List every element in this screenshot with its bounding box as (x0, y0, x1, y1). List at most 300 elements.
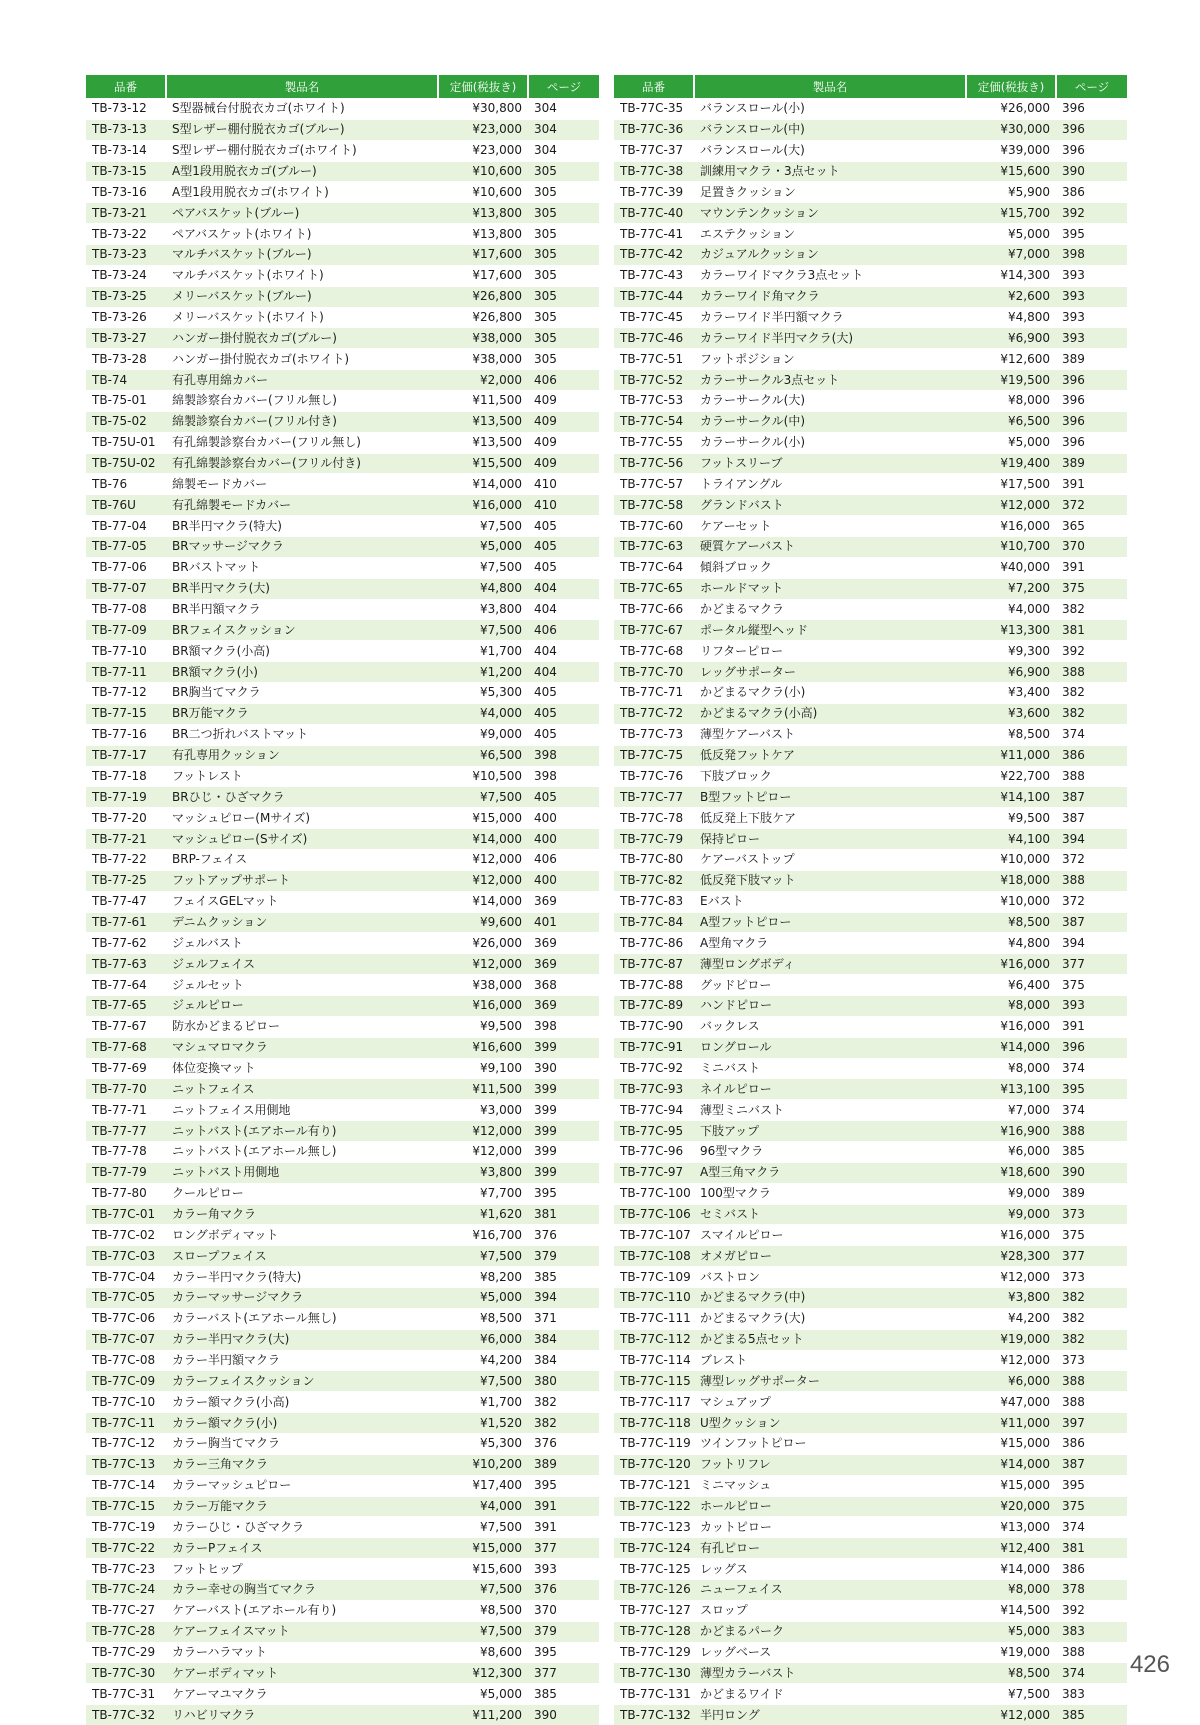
product-name: ツインフットピロー (694, 1434, 966, 1455)
price: ¥4,000 (966, 599, 1056, 620)
product-name: レッグベース (694, 1642, 966, 1663)
product-name: マシュアップ (694, 1392, 966, 1413)
product-code: TB-77C-76 (614, 766, 694, 787)
table-row (86, 703, 599, 724)
table-header-row (86, 75, 599, 99)
product-name: カラー半円額マクラ (166, 1350, 438, 1371)
product-name: ケアーセット (694, 516, 966, 537)
table-row (614, 933, 1127, 954)
page-ref: 389 (1056, 453, 1127, 474)
page-ref: 388 (1056, 662, 1127, 683)
page-ref: 404 (528, 662, 599, 683)
page-ref: 386 (1056, 182, 1127, 203)
table-row (86, 1496, 599, 1517)
page-ref: 305 (528, 265, 599, 286)
product-name: マシュマロマクラ (166, 1037, 438, 1058)
product-name: カラーワイド角マクラ (694, 286, 966, 307)
table-row (614, 808, 1127, 829)
header-name: 製品名 (694, 75, 966, 99)
price: ¥7,000 (966, 245, 1056, 266)
page-ref: 378 (1056, 1580, 1127, 1601)
page-ref: 410 (528, 474, 599, 495)
table-row (614, 161, 1127, 182)
price-table-left (86, 75, 599, 1725)
table-row (614, 787, 1127, 808)
page-ref: 405 (528, 557, 599, 578)
price: ¥7,700 (438, 1183, 528, 1204)
table-row (614, 1121, 1127, 1142)
page-ref: 387 (1056, 912, 1127, 933)
page-ref: 388 (1056, 870, 1127, 891)
price: ¥9,000 (966, 1183, 1056, 1204)
table-row (614, 599, 1127, 620)
page-ref: 393 (528, 1559, 599, 1580)
table-row (614, 1058, 1127, 1079)
product-code: TB-77C-22 (86, 1538, 166, 1559)
price: ¥6,500 (966, 411, 1056, 432)
page-ref: 393 (1056, 286, 1127, 307)
price: ¥8,200 (438, 1267, 528, 1288)
product-code: TB-73-12 (86, 99, 166, 120)
product-code: TB-77C-04 (86, 1267, 166, 1288)
table-row (614, 954, 1127, 975)
product-code: TB-75U-01 (86, 432, 166, 453)
page-ref: 304 (528, 140, 599, 161)
product-name: 保持ピロー (694, 829, 966, 850)
product-code: TB-77C-01 (86, 1204, 166, 1225)
product-name: 半円ロング (694, 1705, 966, 1725)
product-name: BR額マクラ(小高) (166, 641, 438, 662)
price: ¥5,000 (966, 432, 1056, 453)
header-page: ページ (1056, 75, 1127, 99)
product-name: バランスロール(大) (694, 140, 966, 161)
price: ¥47,000 (966, 1392, 1056, 1413)
table-row (86, 1204, 599, 1225)
page-ref: 381 (1056, 1538, 1127, 1559)
price: ¥5,000 (438, 1684, 528, 1705)
price: ¥13,500 (438, 411, 528, 432)
product-code: TB-77C-124 (614, 1538, 694, 1559)
product-name: マッシュピロー(Mサイズ) (166, 808, 438, 829)
table-row (86, 1434, 599, 1455)
product-code: TB-77C-40 (614, 203, 694, 224)
page-ref: 385 (1056, 1705, 1127, 1725)
product-code: TB-77C-27 (86, 1600, 166, 1621)
product-name: メリーバスケット(ホワイト) (166, 307, 438, 328)
page-ref: 398 (1056, 245, 1127, 266)
product-name: カラーサークル(小) (694, 432, 966, 453)
product-name: クールピロー (166, 1183, 438, 1204)
table-row (614, 1287, 1127, 1308)
product-code: TB-77-79 (86, 1162, 166, 1183)
page-ref: 399 (528, 1079, 599, 1100)
table-row (614, 286, 1127, 307)
table-row (86, 1600, 599, 1621)
page-ref: 389 (528, 1454, 599, 1475)
table-row (86, 870, 599, 891)
price: ¥13,800 (438, 203, 528, 224)
product-name: 薄型ケアーバスト (694, 724, 966, 745)
price: ¥14,000 (438, 891, 528, 912)
page-ref: 374 (1056, 1058, 1127, 1079)
price: ¥13,300 (966, 620, 1056, 641)
price: ¥3,000 (438, 1100, 528, 1121)
product-name: カラー半円マクラ(特大) (166, 1267, 438, 1288)
product-code: TB-77C-02 (86, 1225, 166, 1246)
table-row (614, 349, 1127, 370)
price: ¥4,000 (438, 703, 528, 724)
product-code: TB-77C-51 (614, 349, 694, 370)
product-code: TB-77C-77 (614, 787, 694, 808)
price: ¥18,000 (966, 870, 1056, 891)
price: ¥23,000 (438, 119, 528, 140)
page-ref: 386 (1056, 745, 1127, 766)
product-code: TB-77C-64 (614, 557, 694, 578)
product-code: TB-77-08 (86, 599, 166, 620)
product-name: カラーサークル3点セット (694, 370, 966, 391)
product-name: 有孔綿製診察台カバー(フリル無し) (166, 432, 438, 453)
table-row (614, 1392, 1127, 1413)
page-ref: 393 (1056, 307, 1127, 328)
product-code: TB-77C-89 (614, 995, 694, 1016)
product-code: TB-77-47 (86, 891, 166, 912)
page-ref: 409 (528, 411, 599, 432)
product-name: ニットフェイス用側地 (166, 1100, 438, 1121)
page-ref: 396 (1056, 99, 1127, 120)
page-ref: 388 (1056, 1642, 1127, 1663)
product-code: TB-73-13 (86, 119, 166, 140)
product-code: TB-77C-122 (614, 1496, 694, 1517)
price: ¥9,100 (438, 1058, 528, 1079)
product-code: TB-77C-65 (614, 578, 694, 599)
product-code: TB-75-02 (86, 411, 166, 432)
product-name: カラーワイド半円額マクラ (694, 307, 966, 328)
product-name: かどまるパーク (694, 1621, 966, 1642)
price: ¥8,000 (966, 1580, 1056, 1601)
product-name: ミニマッシュ (694, 1475, 966, 1496)
page-ref: 375 (1056, 578, 1127, 599)
price: ¥12,000 (966, 1350, 1056, 1371)
header-code: 品番 (86, 75, 166, 99)
product-code: TB-77C-92 (614, 1058, 694, 1079)
product-code: TB-77-19 (86, 787, 166, 808)
product-name: A型角マクラ (694, 933, 966, 954)
price: ¥7,500 (438, 620, 528, 641)
product-name: スロープフェイス (166, 1246, 438, 1267)
table-row (86, 1287, 599, 1308)
table-row (86, 391, 599, 412)
page-ref: 371 (528, 1308, 599, 1329)
page-ref: 389 (1056, 1183, 1127, 1204)
table-row (86, 829, 599, 850)
product-code: TB-77C-109 (614, 1267, 694, 1288)
product-name: ハンガー掛付脱衣カゴ(ブルー) (166, 328, 438, 349)
product-code: TB-77C-129 (614, 1642, 694, 1663)
price: ¥13,000 (966, 1517, 1056, 1538)
table-row (614, 1434, 1127, 1455)
table-row (614, 1496, 1127, 1517)
price: ¥16,700 (438, 1225, 528, 1246)
price: ¥8,500 (966, 912, 1056, 933)
price: ¥15,000 (966, 1475, 1056, 1496)
price: ¥10,200 (438, 1454, 528, 1475)
table-row (614, 1350, 1127, 1371)
product-name: 低反発フットケア (694, 745, 966, 766)
page-ref: 379 (528, 1621, 599, 1642)
table-row (86, 286, 599, 307)
product-code: TB-73-24 (86, 265, 166, 286)
price: ¥12,600 (966, 349, 1056, 370)
product-code: TB-77C-31 (86, 1684, 166, 1705)
product-name: BRバストマット (166, 557, 438, 578)
product-name: カラー半円マクラ(大) (166, 1329, 438, 1350)
table-row (86, 954, 599, 975)
product-code: TB-73-15 (86, 161, 166, 182)
table-row (614, 1329, 1127, 1350)
product-code: TB-73-25 (86, 286, 166, 307)
page-ref: 400 (528, 870, 599, 891)
product-name: BR二つ折れバストマット (166, 724, 438, 745)
page-ref: 397 (1056, 1413, 1127, 1434)
product-name: 有孔ピロー (694, 1538, 966, 1559)
page-ref: 305 (528, 161, 599, 182)
table-row (614, 829, 1127, 850)
product-code: TB-77C-97 (614, 1162, 694, 1183)
product-name: 低反発下肢マット (694, 870, 966, 891)
product-name: バストロン (694, 1267, 966, 1288)
page-ref: 386 (1056, 1434, 1127, 1455)
table-row (86, 453, 599, 474)
price: ¥22,700 (966, 766, 1056, 787)
price: ¥9,000 (438, 724, 528, 745)
table-row (86, 1642, 599, 1663)
price: ¥15,700 (966, 203, 1056, 224)
price: ¥6,000 (966, 1371, 1056, 1392)
table-row (86, 1162, 599, 1183)
product-code: TB-73-26 (86, 307, 166, 328)
product-name: 薄型ロングボディ (694, 954, 966, 975)
product-code: TB-77C-79 (614, 829, 694, 850)
product-code: TB-77C-115 (614, 1371, 694, 1392)
product-name: ケアーフェイスマット (166, 1621, 438, 1642)
product-code: TB-77C-72 (614, 703, 694, 724)
product-code: TB-77C-130 (614, 1663, 694, 1684)
price: ¥38,000 (438, 975, 528, 996)
table-row (614, 1705, 1127, 1725)
table-row (86, 265, 599, 286)
product-name: 下肢アップ (694, 1121, 966, 1142)
price: ¥4,800 (438, 578, 528, 599)
product-name: スロップ (694, 1600, 966, 1621)
product-code: TB-77-25 (86, 870, 166, 891)
product-name: かどまる5点セット (694, 1329, 966, 1350)
product-name: 薄型カラーバスト (694, 1663, 966, 1684)
product-name: レッグス (694, 1559, 966, 1580)
product-name: ポータル縦型ヘッド (694, 620, 966, 641)
product-name: 96型マクラ (694, 1141, 966, 1162)
product-name: バックレス (694, 1016, 966, 1037)
product-name: セミバスト (694, 1204, 966, 1225)
table-row (86, 1225, 599, 1246)
product-name: かどまるマクラ(大) (694, 1308, 966, 1329)
product-name: かどまるマクラ (694, 599, 966, 620)
product-code: TB-73-14 (86, 140, 166, 161)
table-row (614, 495, 1127, 516)
page-ref: 390 (1056, 161, 1127, 182)
price: ¥16,900 (966, 1121, 1056, 1142)
product-code: TB-77C-90 (614, 1016, 694, 1037)
page-ref: 398 (528, 1016, 599, 1037)
product-code: TB-77C-123 (614, 1517, 694, 1538)
product-name: カラーバスト(エアホール無し) (166, 1308, 438, 1329)
page-ref: 404 (528, 641, 599, 662)
price: ¥6,000 (438, 1329, 528, 1350)
table-row (614, 1079, 1127, 1100)
page-ref: 382 (1056, 599, 1127, 620)
page-ref: 380 (528, 1371, 599, 1392)
product-name: S型器械台付脱衣カゴ(ホワイト) (166, 99, 438, 120)
page-ref: 399 (528, 1121, 599, 1142)
price: ¥40,000 (966, 557, 1056, 578)
table-row (86, 1517, 599, 1538)
price: ¥11,200 (438, 1705, 528, 1725)
product-code: TB-77C-24 (86, 1580, 166, 1601)
table-row (614, 662, 1127, 683)
product-code: TB-77C-06 (86, 1308, 166, 1329)
page-ref: 389 (1056, 349, 1127, 370)
table-row (86, 1121, 599, 1142)
price: ¥14,000 (966, 1454, 1056, 1475)
table-row (86, 1350, 599, 1371)
table-row (86, 370, 599, 391)
page-ref: 391 (528, 1517, 599, 1538)
product-name: オメガピロー (694, 1246, 966, 1267)
table-row (614, 849, 1127, 870)
product-code: TB-77-64 (86, 975, 166, 996)
price: ¥7,500 (438, 1246, 528, 1267)
product-name: BR半円マクラ(大) (166, 578, 438, 599)
page-ref: 377 (528, 1663, 599, 1684)
table-row (614, 1559, 1127, 1580)
product-code: TB-77C-11 (86, 1413, 166, 1434)
page-ref: 406 (528, 370, 599, 391)
product-code: TB-77-10 (86, 641, 166, 662)
product-code: TB-77C-68 (614, 641, 694, 662)
product-name: リハビリマクラ (166, 1705, 438, 1725)
page-ref: 396 (1056, 119, 1127, 140)
table-row (86, 1559, 599, 1580)
product-name: ケアーボディマット (166, 1663, 438, 1684)
table-row (86, 1621, 599, 1642)
product-code: TB-77-15 (86, 703, 166, 724)
product-code: TB-77C-120 (614, 1454, 694, 1475)
product-code: TB-77C-96 (614, 1141, 694, 1162)
price: ¥2,600 (966, 286, 1056, 307)
price: ¥13,800 (438, 224, 528, 245)
product-code: TB-77C-93 (614, 1079, 694, 1100)
product-name: ホールピロー (694, 1496, 966, 1517)
table-row (86, 1329, 599, 1350)
product-code: TB-77C-60 (614, 516, 694, 537)
product-name: マルチバスケット(ブルー) (166, 245, 438, 266)
price: ¥6,400 (966, 975, 1056, 996)
table-row (86, 641, 599, 662)
product-code: TB-77C-75 (614, 745, 694, 766)
product-code: TB-77C-05 (86, 1287, 166, 1308)
product-code: TB-77-65 (86, 995, 166, 1016)
price: ¥11,000 (966, 1413, 1056, 1434)
page-ref: 373 (1056, 1267, 1127, 1288)
price: ¥12,000 (438, 954, 528, 975)
product-name: 有孔専用綿カバー (166, 370, 438, 391)
price: ¥15,500 (438, 453, 528, 474)
product-name: BR万能マクラ (166, 703, 438, 724)
table-row (86, 349, 599, 370)
page-ref: 410 (528, 495, 599, 516)
product-name: S型レザー棚付脱衣カゴ(ブルー) (166, 119, 438, 140)
page-ref: 399 (528, 1037, 599, 1058)
product-code: TB-77C-107 (614, 1225, 694, 1246)
price: ¥1,520 (438, 1413, 528, 1434)
price: ¥8,000 (966, 1058, 1056, 1079)
price: ¥7,000 (966, 1100, 1056, 1121)
table-row (614, 245, 1127, 266)
product-code: TB-77-70 (86, 1079, 166, 1100)
table-row (86, 224, 599, 245)
page-ref: 305 (528, 182, 599, 203)
product-code: TB-75U-02 (86, 453, 166, 474)
price: ¥17,600 (438, 245, 528, 266)
table-row (614, 1141, 1127, 1162)
product-code: TB-77C-43 (614, 265, 694, 286)
table-row (86, 557, 599, 578)
price: ¥19,400 (966, 453, 1056, 474)
page-ref: 406 (528, 620, 599, 641)
product-code: TB-77C-38 (614, 161, 694, 182)
page-ref: 405 (528, 516, 599, 537)
product-code: TB-77C-84 (614, 912, 694, 933)
table-row (86, 1100, 599, 1121)
product-code: TB-77C-55 (614, 432, 694, 453)
table-row (614, 891, 1127, 912)
table-row (86, 474, 599, 495)
page-ref: 405 (528, 683, 599, 704)
product-code: TB-77-78 (86, 1141, 166, 1162)
page-ref: 381 (1056, 620, 1127, 641)
table-row (614, 224, 1127, 245)
table-row (86, 599, 599, 620)
product-code: TB-77C-44 (614, 286, 694, 307)
product-name: カラー胸当てマクラ (166, 1434, 438, 1455)
page-ref: 384 (528, 1350, 599, 1371)
product-name: ケアーバスト(エアホール有り) (166, 1600, 438, 1621)
page-ref: 387 (1056, 1454, 1127, 1475)
page-ref: 406 (528, 849, 599, 870)
product-code: TB-77C-73 (614, 724, 694, 745)
price: ¥14,500 (966, 1600, 1056, 1621)
page-ref: 377 (1056, 954, 1127, 975)
product-code: TB-73-28 (86, 349, 166, 370)
table-row (614, 1517, 1127, 1538)
product-name: グランドバスト (694, 495, 966, 516)
product-name: カジュアルクッション (694, 245, 966, 266)
product-name: グッドピロー (694, 975, 966, 996)
product-code: TB-77C-106 (614, 1204, 694, 1225)
page-ref: 386 (1056, 1559, 1127, 1580)
price: ¥7,500 (966, 1684, 1056, 1705)
price: ¥9,000 (966, 1204, 1056, 1225)
table-row (614, 1308, 1127, 1329)
